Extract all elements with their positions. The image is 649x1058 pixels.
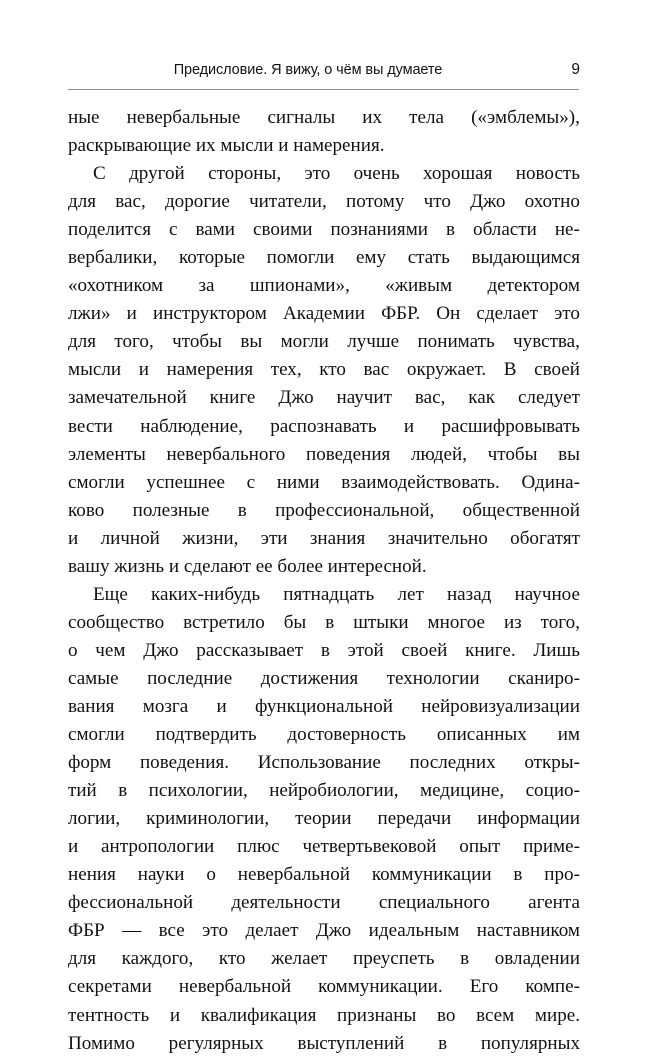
text-line [68, 945, 580, 973]
word: пятнадцать [283, 583, 375, 605]
word: очень [353, 163, 400, 185]
word: форм [68, 752, 112, 774]
text-line: вашу жизнь и сделают ее более интересной. [68, 555, 427, 577]
word: тий [68, 780, 97, 802]
word: Лишь [533, 639, 580, 661]
word: Помимо [68, 1032, 135, 1054]
word: самые [68, 667, 119, 689]
text-line [68, 749, 580, 777]
word: вы [240, 331, 263, 353]
word: невербального [166, 443, 286, 465]
word: о [68, 639, 78, 661]
word: профессиональной, [275, 499, 435, 521]
text-line [68, 160, 580, 188]
text-line [68, 300, 580, 328]
paragraph [68, 581, 580, 1058]
word: элементы [68, 443, 146, 465]
word: деятельности [231, 892, 341, 914]
text-line [68, 805, 580, 833]
text-line [68, 272, 580, 300]
word: откры- [524, 752, 580, 774]
word: невербальной [237, 864, 350, 886]
word: которые [178, 247, 246, 269]
paragraph [68, 104, 580, 160]
word: что [423, 191, 451, 213]
word: замечательной [68, 387, 187, 409]
word: достижения [260, 667, 359, 689]
word: мысли [68, 359, 122, 381]
word: лет [397, 583, 424, 605]
word: взаимодействовать. [341, 471, 500, 493]
text-line [68, 188, 580, 216]
word: как [468, 387, 496, 409]
word: компе- [525, 976, 580, 998]
word: Академии [282, 303, 365, 325]
word: ФБР [68, 920, 105, 942]
word: полезные [132, 499, 210, 521]
word: всем [476, 1004, 515, 1026]
word: книге. [465, 639, 516, 661]
word: чувства, [513, 331, 580, 353]
word: и [138, 359, 149, 381]
word: все [158, 920, 185, 942]
word: опыт [459, 836, 501, 858]
word: смогли [68, 724, 125, 746]
word: Его [469, 976, 499, 998]
text-line [68, 469, 580, 497]
word: ково [68, 499, 105, 521]
text-line [68, 833, 580, 861]
word: и [403, 415, 415, 437]
word: книге [209, 387, 256, 409]
word: четвертьвековой [302, 836, 437, 858]
word: преуспеть [352, 948, 435, 970]
word: ФБР. [381, 303, 421, 325]
word: выступлений [297, 1032, 405, 1054]
text-line [68, 1030, 580, 1058]
text-line [68, 637, 580, 665]
word: плюс [237, 836, 280, 858]
word: их [362, 107, 383, 128]
word: окружает. [406, 359, 487, 381]
text-line: раскрывающие их мысли и намерения. [68, 135, 385, 157]
word: чем [95, 639, 126, 661]
word: Он [436, 303, 461, 325]
word: науки [137, 864, 185, 886]
word: криминологии, [146, 808, 270, 830]
word: эти [260, 527, 288, 549]
word: вас, [115, 191, 146, 213]
word: мозга [142, 695, 189, 717]
running-header [68, 60, 580, 84]
text-line [68, 609, 580, 637]
word: каких-нибудь [151, 583, 261, 605]
word: последних [409, 752, 496, 774]
word: Еще [93, 583, 128, 605]
page-number: 9 [571, 61, 580, 78]
word: хорошая [423, 163, 493, 185]
word: для [68, 331, 97, 353]
word: каждого, [121, 948, 194, 970]
text-line [68, 384, 580, 412]
word: В [503, 359, 517, 381]
word: идеальным [368, 920, 460, 942]
word: регулярных [168, 1032, 264, 1054]
word: это [202, 920, 229, 942]
word: того, [540, 611, 580, 633]
word: в [438, 1032, 448, 1054]
word: детектором [487, 275, 580, 297]
word: («эмблемы»), [471, 107, 580, 128]
word: коммуникации. [318, 976, 443, 998]
word: фессиональной [68, 892, 194, 914]
word: в [320, 639, 330, 661]
word: многое [427, 611, 485, 633]
word: не- [554, 219, 580, 241]
word: поведения [306, 443, 391, 465]
word: психологии, [148, 780, 248, 802]
word: про- [544, 864, 580, 886]
word: Джо [143, 639, 179, 661]
word: сделает [476, 303, 538, 325]
word: овладении [494, 948, 580, 970]
word: и [126, 303, 137, 325]
word: сообщество [68, 611, 165, 633]
text-line [68, 216, 580, 244]
word: рассказывает [196, 639, 304, 661]
word: ними [276, 471, 320, 493]
word: читатели, [249, 191, 327, 213]
word: им [557, 724, 580, 746]
word: Одина- [521, 471, 580, 493]
word: тентность [68, 1004, 150, 1026]
word: поведения. [139, 752, 230, 774]
word: назад [446, 583, 492, 605]
word: вербалики, [68, 247, 158, 269]
word: в [513, 864, 523, 886]
word: достоверность [287, 724, 406, 746]
word: следует [517, 387, 580, 409]
word: Джо [278, 387, 314, 409]
word: вас [363, 359, 390, 381]
word: сигналы [267, 107, 336, 128]
word: понимать [417, 331, 495, 353]
word: теории [295, 808, 352, 830]
text-line [68, 973, 580, 1001]
word: «охотником [68, 275, 164, 297]
word: приме- [523, 836, 580, 858]
word: вания [68, 695, 115, 717]
word: своей [534, 359, 580, 381]
word: распознавать [270, 415, 377, 437]
text-line [68, 441, 580, 469]
text-line [68, 861, 580, 889]
word: и [216, 695, 227, 717]
word: стать [407, 247, 450, 269]
body-text-block [68, 104, 580, 1058]
word: в [237, 499, 247, 521]
word: социо- [525, 780, 580, 802]
word: помогли [266, 247, 335, 269]
word: это [304, 163, 331, 185]
word: кто [319, 359, 346, 381]
text-line [68, 581, 580, 609]
word: медицине, [420, 780, 505, 802]
word: подтвердить [155, 724, 257, 746]
word: в [325, 611, 335, 633]
word: лжи» [68, 303, 111, 325]
word: инструктором [153, 303, 267, 325]
word: своей [401, 639, 448, 661]
word: значительно [387, 527, 488, 549]
word: с [169, 219, 178, 241]
text-line [68, 525, 580, 553]
text-line [68, 917, 580, 945]
word: новость [515, 163, 580, 185]
text-line [68, 665, 580, 693]
word: о [206, 864, 216, 886]
word: бы [283, 611, 307, 633]
word: лучше [347, 331, 400, 353]
word: Джо [315, 920, 352, 942]
word: научное [514, 583, 580, 605]
word: наставником [476, 920, 580, 942]
header-rule-divider [68, 89, 579, 90]
word: вами [195, 219, 236, 241]
word: научит [336, 387, 392, 409]
word: за [198, 275, 215, 297]
word: того, [114, 331, 154, 353]
word: невербальные [126, 107, 241, 128]
word: последние [147, 667, 233, 689]
word: нейробиологии, [269, 780, 399, 802]
word: Джо [470, 191, 506, 213]
word: людей, [410, 443, 467, 465]
word: секретами [68, 976, 152, 998]
word: успешнее [146, 471, 225, 493]
word: с [246, 471, 256, 493]
word: коммуникации [371, 864, 492, 886]
text-line [68, 889, 580, 917]
word: шпионами», [249, 275, 350, 297]
text-line [68, 104, 580, 132]
word: и [68, 527, 79, 549]
word: описанных [436, 724, 527, 746]
word: намерения [166, 359, 254, 381]
word: могли [280, 331, 329, 353]
word: логии, [68, 808, 121, 830]
word: наблюдение, [140, 415, 243, 437]
word: охотно [524, 191, 580, 213]
word: желает [271, 948, 328, 970]
word: ные [68, 107, 100, 128]
word: и [68, 836, 79, 858]
word: расшифровывать [441, 415, 580, 437]
word: признаны [337, 1004, 417, 1026]
word: в [118, 780, 128, 802]
word: выдающимся [471, 247, 580, 269]
word: вести [68, 415, 113, 437]
text-line [68, 328, 580, 356]
word: популярных [480, 1032, 580, 1054]
text-line [68, 1002, 580, 1030]
word: агента [528, 892, 580, 914]
word: сканиро- [508, 667, 580, 689]
word: информации [477, 808, 580, 830]
word: тела [409, 107, 444, 128]
text-line [68, 721, 580, 749]
word: из [503, 611, 522, 633]
word: другой [129, 163, 185, 185]
word: антропологии [101, 836, 215, 858]
word: своими [253, 219, 313, 241]
running-head-title: Предисловие. Я вижу, о чём вы думаете [173, 62, 443, 78]
word: знания [309, 527, 366, 549]
word: специального [378, 892, 490, 914]
text-line [68, 413, 580, 441]
word: в [460, 948, 470, 970]
word: вы [558, 443, 580, 465]
text-line [68, 693, 580, 721]
word: личной [100, 527, 160, 549]
word: штыки [353, 611, 409, 633]
word: дорогие [164, 191, 230, 213]
word: области [473, 219, 537, 241]
word: обогатят [510, 527, 580, 549]
text-line [68, 244, 580, 272]
word: квалификация [200, 1004, 317, 1026]
word: вас, [414, 387, 446, 409]
word: этой [347, 639, 384, 661]
word: поделится [68, 219, 151, 241]
word: Использование [257, 752, 381, 774]
word: познаниями [330, 219, 428, 241]
word: общественной [462, 499, 580, 521]
word: тех, [270, 359, 302, 381]
word: делает [245, 920, 299, 942]
word: во [436, 1004, 456, 1026]
word: функциональной [254, 695, 393, 717]
word: мире. [534, 1004, 580, 1026]
word: для [68, 191, 97, 213]
word: чтобы [172, 331, 222, 353]
word: «живым [385, 275, 453, 297]
word: передачи [377, 808, 452, 830]
word: стороны, [208, 163, 282, 185]
word: невербальной [178, 976, 292, 998]
text-line [68, 356, 580, 384]
word: смогли [68, 471, 125, 493]
text-line [68, 497, 580, 525]
word: встретило [183, 611, 265, 633]
word: кто [218, 948, 246, 970]
word: нения [68, 864, 116, 886]
word: жизни, [182, 527, 239, 549]
word: нейровизуализации [421, 695, 580, 717]
word: в [446, 219, 456, 241]
word: технологии [386, 667, 480, 689]
paragraph [68, 160, 580, 581]
word: ему [355, 247, 387, 269]
word: и [169, 1004, 181, 1026]
word: С [93, 163, 106, 185]
word: это [554, 303, 580, 325]
word: для [68, 948, 97, 970]
word: чтобы [487, 443, 538, 465]
word: — [122, 920, 142, 942]
word: потому [346, 191, 405, 213]
text-line [68, 777, 580, 805]
